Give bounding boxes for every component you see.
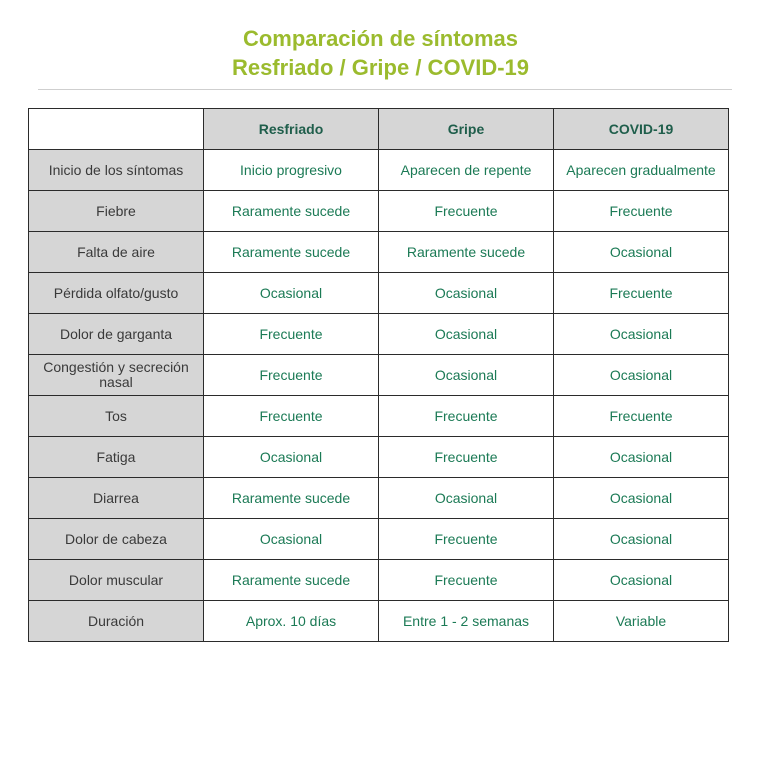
row-label: Diarrea	[29, 478, 204, 519]
table-cell: Ocasional	[204, 437, 379, 478]
row-label: Inicio de los síntomas	[29, 150, 204, 191]
row-label: Dolor de cabeza	[29, 519, 204, 560]
table-cell: Frecuente	[379, 519, 554, 560]
table-row	[29, 273, 729, 314]
table-cell: Frecuente	[554, 396, 729, 437]
table-cell: Variable	[554, 601, 729, 642]
table-cell: Raramente sucede	[204, 232, 379, 273]
table-cell: Raramente sucede	[204, 191, 379, 232]
table-cell: Frecuente	[379, 560, 554, 601]
table-cell: Frecuente	[204, 314, 379, 355]
table-row	[29, 232, 729, 273]
page-title	[0, 24, 761, 82]
row-label: Congestión y secreción nasal	[29, 355, 204, 396]
title-divider	[38, 89, 732, 90]
symptom-comparison-table	[28, 108, 729, 642]
table-cell: Raramente sucede	[204, 478, 379, 519]
table-cell: Aprox. 10 días	[204, 601, 379, 642]
table-cell: Ocasional	[554, 232, 729, 273]
table-cell: Frecuente	[379, 396, 554, 437]
row-label: Dolor de garganta	[29, 314, 204, 355]
table-cell: Ocasional	[204, 519, 379, 560]
table-row	[29, 560, 729, 601]
row-label: Fatiga	[29, 437, 204, 478]
table-header	[29, 109, 729, 150]
table-row	[29, 191, 729, 232]
table-row	[29, 478, 729, 519]
table-cell: Frecuente	[379, 191, 554, 232]
column-header-gripe: Gripe	[379, 109, 554, 150]
table-row	[29, 437, 729, 478]
row-label: Fiebre	[29, 191, 204, 232]
title-line-1: Comparación de síntomas	[242, 26, 519, 51]
table-cell: Ocasional	[554, 314, 729, 355]
table-cell: Aparecen gradualmente	[554, 150, 729, 191]
header-row	[29, 109, 729, 150]
title-line-2: Resfriado / Gripe / COVID-19	[231, 55, 530, 80]
row-label: Duración	[29, 601, 204, 642]
table-cell: Entre 1 - 2 semanas	[379, 601, 554, 642]
header-corner-cell	[29, 109, 204, 150]
table-cell: Frecuente	[379, 437, 554, 478]
table-cell: Frecuente	[204, 355, 379, 396]
table-cell: Ocasional	[379, 355, 554, 396]
table-row	[29, 601, 729, 642]
row-label: Dolor muscular	[29, 560, 204, 601]
table-cell: Ocasional	[554, 560, 729, 601]
table-body	[29, 150, 729, 642]
table-cell: Frecuente	[554, 191, 729, 232]
table-row	[29, 519, 729, 560]
row-label: Tos	[29, 396, 204, 437]
table-row	[29, 355, 729, 396]
column-header-covid: COVID-19	[554, 109, 729, 150]
table-cell: Ocasional	[379, 273, 554, 314]
table-cell: Frecuente	[204, 396, 379, 437]
table-cell: Ocasional	[554, 519, 729, 560]
row-label: Pérdida olfato/gusto	[29, 273, 204, 314]
table-row	[29, 150, 729, 191]
table-cell: Aparecen de repente	[379, 150, 554, 191]
table-cell: Raramente sucede	[204, 560, 379, 601]
table-cell: Ocasional	[379, 314, 554, 355]
table-row	[29, 314, 729, 355]
table-row	[29, 396, 729, 437]
table-cell: Ocasional	[554, 355, 729, 396]
table-cell: Ocasional	[554, 478, 729, 519]
table-cell: Frecuente	[554, 273, 729, 314]
table-cell: Inicio progresivo	[204, 150, 379, 191]
table-cell: Ocasional	[379, 478, 554, 519]
row-label: Falta de aire	[29, 232, 204, 273]
table-cell: Ocasional	[204, 273, 379, 314]
column-header-resfriado: Resfriado	[204, 109, 379, 150]
table-cell: Ocasional	[554, 437, 729, 478]
table-cell: Raramente sucede	[379, 232, 554, 273]
